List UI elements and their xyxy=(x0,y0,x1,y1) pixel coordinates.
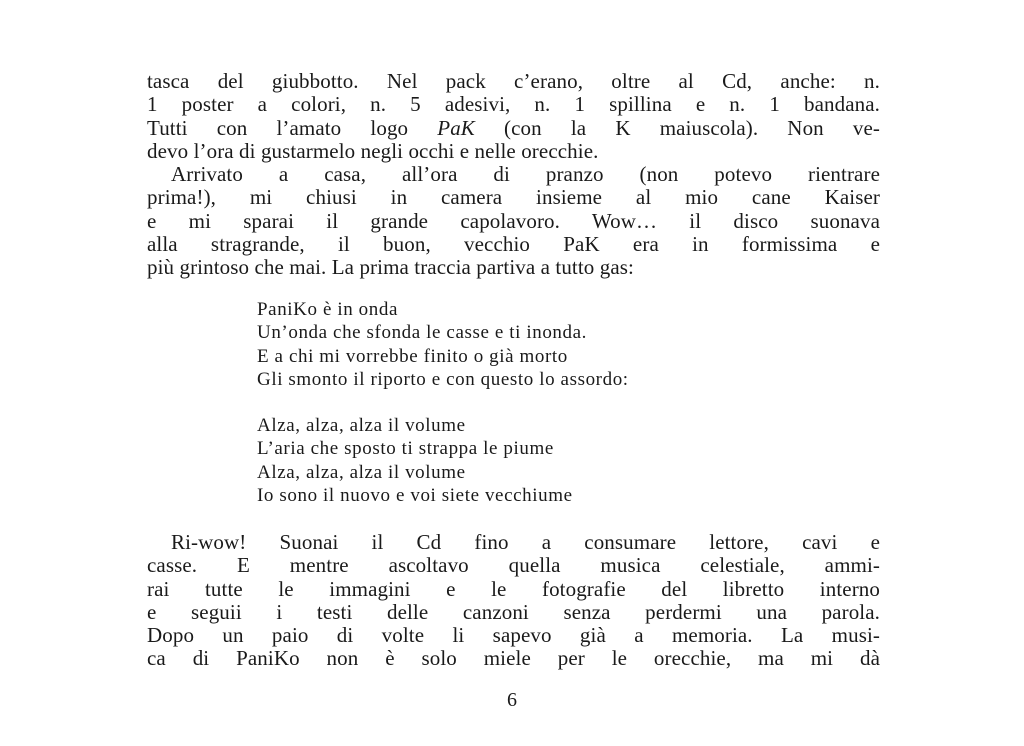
text-line: e mi sparai il grande capolavoro. Wow… il disco suonava xyxy=(147,208,880,233)
lyric-line: Io sono il nuovo e voi siete vecchiume xyxy=(257,484,573,506)
lyric-line: Alza, alza, alza il volume xyxy=(257,415,466,436)
text-line: rai tutte le immagini e le fotografie del libretto interno xyxy=(147,576,880,601)
text-line: casse. E mentre ascoltavo quella musica celestiale, ammi- xyxy=(147,553,880,578)
text-line: tasca del giubbotto. Nel pack c’erano, oltre al Cd, anche: n. xyxy=(147,69,880,93)
lyric-line: L’aria che sposto ti strappa le piume xyxy=(257,438,554,460)
logo-name: PaK xyxy=(437,115,475,140)
lyric-line: E a chi mi vorrebbe finito o già morto xyxy=(257,345,568,367)
text-line: e seguii i testi delle canzoni senza perdermi una parola. xyxy=(147,599,880,624)
lyric-line: Gli smonto il riporto e con questo lo assordo: xyxy=(257,368,629,390)
text-line: Dopo un paio di volte li sapevo già a memoria. La musi- xyxy=(147,623,880,648)
paragraph-arrival xyxy=(147,163,880,279)
lyric-line: Alza, alza, alza il volume xyxy=(257,461,466,483)
lyric-line: Un’onda che sfonda le casse e ti inonda. xyxy=(257,322,588,344)
text-line: ca di PaniKo non è solo miele per le orecchie, ma mi dà xyxy=(147,646,880,671)
paragraph-riwow xyxy=(147,531,880,671)
text-fragment: (con la K maiuscola). Non ve- xyxy=(474,115,881,140)
text-line: 1 poster a colori, n. 5 adesivi, n. 1 spillina e n. 1 bandana. xyxy=(147,92,880,117)
text-line: Ri-wow! Suonai il Cd fino a consumare lettore, cavi e xyxy=(171,530,880,554)
page-number: 6 xyxy=(507,689,517,711)
text-line: Arrivato a casa, all’ora di pranzo (non potevo rientrare xyxy=(171,162,880,186)
paragraph-continuation xyxy=(147,70,880,163)
text-line xyxy=(147,117,880,140)
text-line: più grintoso che mai. La prima traccia partiva a tutto gas: xyxy=(147,255,634,280)
lyrics-stanza xyxy=(257,298,877,391)
text-fragment: Tutti con l’amato logo xyxy=(147,115,438,140)
lyric-line: PaniKo è in onda xyxy=(257,299,398,320)
text-line: prima!), mi chiusi in camera insieme al mio cane Kaiser xyxy=(147,185,880,210)
text-line: devo l’ora di gustarmelo negli occhi e nelle orecchie. xyxy=(147,138,599,163)
lyrics-chorus xyxy=(257,414,877,507)
text-line: alla stragrande, il buon, vecchio PaK era in formissima e xyxy=(147,231,880,256)
